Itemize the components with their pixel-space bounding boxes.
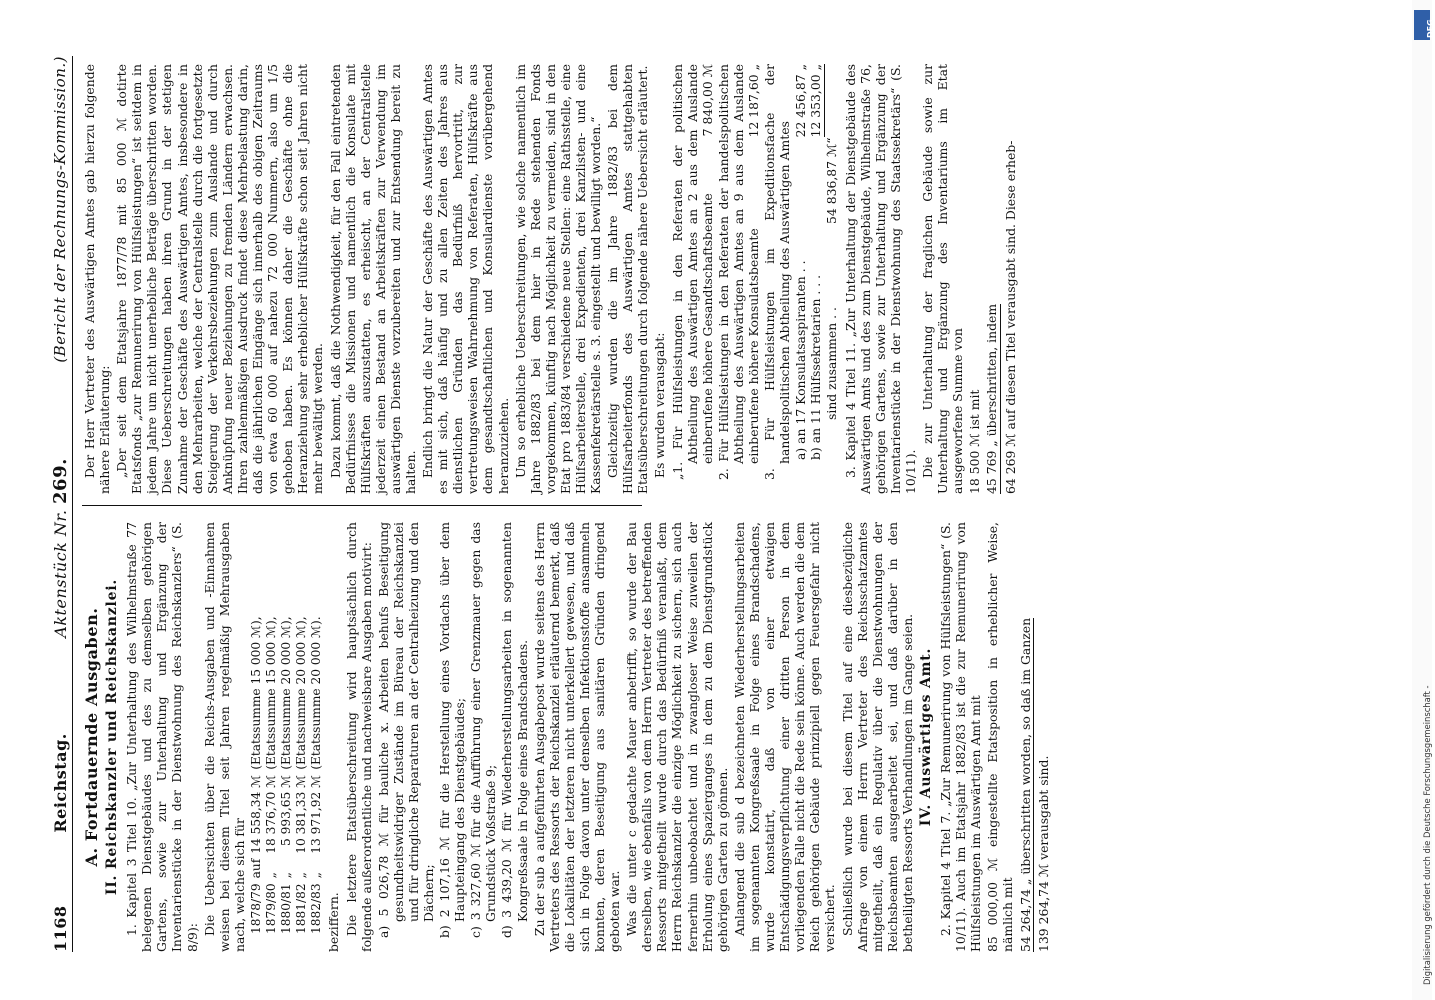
right-column bbox=[82, 64, 1020, 494]
paragraph: Was die unter c gedachte Mauer anbetrifft, so wurde der Bau derselben, wie ebenfalls von dem Herrn Vertreter des betreffenden Ressorts mitgetheilt wurde durch das Bedürfniß veranlaßt, dem Herrn Reichskanzler die einzige Möglichkeit zu sichern, sich auch fernerhin unbeobachtet und in zwangloser Weise zuweilen der Erholung eines Spazierganges in dem zu dem Dienstgrundstück gehörigen Garten zu gönnen. bbox=[624, 522, 730, 952]
header-rule bbox=[72, 56, 73, 952]
amounts-amount: 18 376,70 ℳ bbox=[264, 774, 279, 854]
amounts-note: (Etatssumme 20 000 ℳ), bbox=[294, 616, 309, 770]
paragraph: Um so erhebliche Ueberschreitungen, wie solche namentlich im Jahre 1882/83 bei dem hier in Rede stehenden Fonds vorgekommen, künftig nach Möglichkeit zu vermeiden, sind in den Etat pro 1883/84 verschiedene neue Stellen: eine Rathsstelle, eine Hülfsarbeiterstelle, drei Expedienten, drei Kanzlisten- und eine Kassenfekretärstelle s. 3. eingestellt und bewilligt worden.“ bbox=[512, 64, 604, 494]
amounts-amount: 5 993,65 ℳ bbox=[279, 774, 294, 846]
amounts-pre: „ bbox=[309, 872, 324, 879]
amounts-year: 1879/80 bbox=[264, 883, 279, 934]
paragraph: Gleichzeitig wurden die im Jahre 1882/83 bei dem Hülfsarbeiterfonds des Auswärtigen Amtes stattgehabten Etatsüberschreitungen durch folgende nähere Uebersicht erläutert. bbox=[605, 64, 651, 494]
paragraph bbox=[984, 64, 1000, 494]
paragraph: 2. Kapitel 4 Titel 7. „Zur Remunerirung von Hülfsleistungen“ (S. 10/11). Auch im Etatsjahr 1882/83 ist die zur Remunerirung von Hülfsleistungen im Auswärtigen Amt mit bbox=[938, 522, 984, 952]
sub-item bbox=[793, 64, 808, 460]
expenditure-list bbox=[670, 64, 839, 480]
paragraph: Schließlich wurde bei diesem Titel auf eine diesbezügliche Anfrage von einem Herrn Vertreter des Reichsschatzamtes mitgetheilt, daß ein Regulativ über die Dienstwohnungen der Reichsbeamten ausgearbeitet sei, und daß darüber in den betheiligten Ressorts Verhandlungen im Gange seien. bbox=[839, 522, 915, 952]
section-a-heading: A. Fortdauernde Ausgaben. bbox=[82, 607, 101, 867]
paragraph: 139 264,74 ℳ verausgabt sind. bbox=[1035, 755, 1051, 952]
list-item-text: 3. Für Hülfsleistungen im Expeditionsfache der handelspolitischen Abtheilung des Auswärtigen Amtes bbox=[762, 64, 793, 480]
paragraph: Die letztere Etatsüberschreitung wird hauptsächlich durch folgende außerordentliche und nachweisbare Ausgaben motivirt: bbox=[343, 522, 374, 952]
amounts-amount: 14 558,34 ℳ bbox=[248, 774, 263, 854]
amounts-pre: „ bbox=[264, 872, 279, 879]
paragraph: Die Uebersichten über die Reichs-Ausgaben und -Einnahmen weisen bei diesem Titel seit Jahren regelmäßig Mehrausgaben nach, welche sich für bbox=[201, 522, 247, 952]
amounts-pre: „ bbox=[279, 872, 294, 879]
paragraph: 18 500 ℳ ist mit bbox=[967, 389, 983, 494]
sub-item-amount: 22 456,87 „ bbox=[793, 64, 809, 138]
dfg-logo-text: DFG bbox=[1426, 19, 1435, 38]
section-ii-heading: II. Reichskanzler und Reichskanzlei. bbox=[104, 578, 121, 896]
digitization-note: Digitalisierung gefördert durch die Deutsche Forschungsgemeinschaft - bbox=[1422, 685, 1432, 985]
sub-item-text: a) an 17 Konsulatsaspiranten . . bbox=[793, 260, 809, 460]
list-item: d) 3 439,20 ℳ für Wiederherstellungsarbeiten in sogenannten Kongreßsaale in Folge eines Brandschadens. bbox=[499, 522, 530, 938]
section-iv-heading: IV. Auswärtiges Amt. bbox=[917, 647, 934, 827]
list-item-text: „1. Für Hülfsleistungen in den Referaten der politischen Abtheilung des Auswärtigen Amtes an 2 aus dem Auslande einberufene höhere Gesandtschaftsbeamte bbox=[669, 64, 715, 480]
paragraph bbox=[1018, 522, 1034, 952]
amounts-amount: 13 971,92 ℳ bbox=[309, 774, 324, 854]
amounts-amount: 10 381,33 ℳ bbox=[294, 774, 309, 854]
amounts-row bbox=[309, 611, 324, 934]
amounts-row bbox=[249, 611, 264, 934]
list-item: b) 2 107,16 ℳ für die Herstellung eines Vordachs über dem Haupteingang des Dienstgebäudes; bbox=[437, 522, 468, 938]
amounts-row bbox=[279, 611, 294, 934]
amounts-note: (Etatssumme 15 000 ℳ), bbox=[248, 616, 263, 770]
list-item-text: 2. Für Hülfsleistungen in den Referaten der handelspolitischen Abtheilung des Auswärtigen Amtes an 9 aus dem Auslande einberufene höhere Konsulatsbeamte bbox=[715, 64, 762, 480]
list-item bbox=[762, 64, 792, 480]
list-item bbox=[716, 64, 761, 480]
paragraph: 1. Kapitel 3 Titel 10. „Zur Unterhaltung des Wilhelmstraße 77 belegenen Dienstgebäudes und des zu demselben gehörigen Gartens, sowie zur Unterhaltung und Ergänzung der Inventarienstücke in der Dienstwohnung des Reichskanzlers“ (S. 8/9): bbox=[124, 522, 200, 952]
sub-item bbox=[808, 64, 823, 460]
list-item-amount: 12 187,60 „ bbox=[746, 64, 762, 138]
amounts-pre: „ bbox=[294, 872, 309, 879]
overrun-line: 54 264,74 „ überschritten worden, so daß im Ganzen bbox=[1017, 617, 1033, 952]
dfg-logo bbox=[1414, 10, 1435, 40]
document-number: 269. bbox=[49, 458, 71, 504]
list-item-amount: 7 840,00 ℳ bbox=[699, 64, 715, 137]
amounts-note: (Etatssumme 20 000 ℳ), bbox=[279, 616, 294, 770]
paragraph: Der Herr Vertreter des Auswärtigen Amtes gab hierzu folgende nähere Erläuterung: bbox=[82, 64, 113, 494]
header-center-prefix: Aktenstück Nr. bbox=[50, 509, 70, 638]
sum-line bbox=[824, 64, 839, 420]
sum-amount: 54 836,87 ℳ“ bbox=[823, 137, 839, 225]
paragraph: Anlangend die sub d bezeichneten Wiederherstellungsarbeiten im sogenannten Kongreßsaale in Folge eines Brandschadens, wurde konstatirt, daß von einer etwaigen Entschädigungsverpflichtung einer dritten Person in dem vorliegenden Falle nicht die Rede sein könne. Auch werden die dem Reich gehörigen Gebäude prinzipiell gegen Feuersgefahr nicht versichert. bbox=[731, 522, 838, 952]
sub-item-amount: 12 353,00 „ bbox=[808, 64, 824, 138]
expense-list bbox=[376, 522, 530, 938]
paragraph: Die zur Unterhaltung der fraglichen Gebäude sowie zur Unterhaltung und Ergänzung des Inventariums im Etat ausgeworfene Summe von bbox=[920, 64, 966, 494]
header-center bbox=[49, 458, 71, 638]
sub-item-text: b) an 11 Hülfssekretarien . . . bbox=[808, 274, 824, 460]
header-right-title: (Bericht der Rechnungs-Kommission.) bbox=[50, 56, 69, 363]
list-item: a) 5 026,78 ℳ für bauliche x. Arbeiten behufs Beseitigung gesundheitswidriger Zustände im Büreau der Reichskanzlei und für dringliche Reparaturen an der Centralheizung und den Dächern; bbox=[375, 522, 436, 938]
paragraph: Endlich bringt die Natur der Geschäfte des Auswärtigen Amtes es mit sich, daß häufig und zu allen Zeiten des Jahres aus dienstlichen Gründen das Bedürfniß hervortritt, zur vertretungsweisen Wahrnehmung von Referaten, Hülfskräfte aus dem gesandtschaftlichen und Konsulardienste vorübergehend heranzuziehen. bbox=[420, 64, 511, 494]
amounts-row bbox=[264, 611, 279, 934]
paragraph: beziffern. bbox=[326, 892, 342, 952]
sum-label: sind zusammen . . bbox=[823, 307, 839, 420]
amounts-year: 1881/82 bbox=[294, 883, 309, 934]
amounts-pre: auf bbox=[248, 858, 263, 879]
amounts-table bbox=[249, 611, 324, 934]
list-item: c) 3 327,60 ℳ für die Aufführung einer Grenzmauer gegen das Grundstück Voßstraße 9; bbox=[468, 522, 499, 938]
paragraph: „Der seit dem Etatsjahre 1877/78 mit 85 000 ℳ dotirte Etatsfonds „zur Remunerirung von Hülfsleistungen“ ist seitdem in jedem Jahre um nicht unerhebliche Beträge überschritten worden. Diese Ueberschreitungen haben ihren Grund in der stetigen Zunahme der Geschäfte des Auswärtigen Amtes, insbesondere in den Mehrarbeiten, welche der Centralstelle durch die fortgesetzte Steigerung der Verkehrsbeziehungen zum Auslande und durch Anknüpfung neuer Beziehungen zu fremden Ländern erwachsen. Ihren zahlenmäßigen Ausdruck findet diese Mehrbelastung darin, daß die jährlichen Eingänge sich innerhalb des obigen Zeitraums von etwa 60 000 auf nahezu 72 000 Nummern, also um 1/5 gehoben haben. Es können daher die Geschäfte ohne die Heranziehung sehr erheblicher Hülfskräfte schon seit Jahren nicht mehr bewältigt werden. bbox=[114, 64, 326, 494]
paragraph: Dazu kommt, daß die Nothwendigkeit, für den Fall eintretenden Bedürfnisses die Missionen und namentlich die Konsulate mit Hülfskräften auszustatten, es erheischt, an der Centralstelle jederzeit einen Bestand an Arbeitskräften zur Verwendung im auswärtigen Dienste vorzubereiten und zur Entsendung bereit zu halten. bbox=[327, 64, 418, 494]
column-divider bbox=[82, 505, 642, 506]
amounts-year: 1878/79 bbox=[248, 883, 263, 934]
page-number: 1168 bbox=[50, 905, 70, 952]
paragraph: Zu der sub a aufgeführten Ausgabepost wurde seitens des Herrn Vertreters des Ressorts der Reichskanzlei erläuternd bemerkt, daß die Lokalitäten der letzteren nicht unterkellert gewesen, und daß sich in Folge davon unter denselben Infektionsstoffe ansammeln konnten, deren Beseitigung aus sanitären Gründen dringend geboten war. bbox=[531, 522, 623, 952]
amounts-note: (Etatssumme 20 000 ℳ). bbox=[309, 616, 324, 770]
paragraph: 3. Kapitel 4 Titel 11. „Zur Unterhaltung der Dienstgebäude des Auswärtigen Amts und des zum Dienstgebäude, Wilhelmstraße 76, gehörigen Gartens, sowie zur Unterhaltung und Ergänzung der Inventarienstücke in der Dienstwohnung des Staatssekretärs“ (S. 10/11). bbox=[842, 64, 918, 494]
amounts-year: 1882/83 bbox=[309, 883, 324, 934]
paragraph: 64 269 ℳ auf diesen Titel verausgabt sind. Diese erheb- bbox=[1002, 140, 1018, 494]
list-item bbox=[670, 64, 715, 480]
amounts-year: 1880/81 bbox=[279, 883, 294, 934]
header-left-title: Reichstag. bbox=[50, 733, 70, 833]
page-header bbox=[42, 56, 71, 952]
overrun-line: 45 769 „ überschritten, indem bbox=[984, 303, 1000, 494]
header-left bbox=[50, 733, 70, 952]
paragraph: 85 000,00 ℳ eingestellte Etatsposition in erheblicher Weise, nämlich mit bbox=[985, 522, 1016, 952]
left-column bbox=[82, 522, 1053, 952]
paragraph: Es wurden verausgabt: bbox=[652, 332, 668, 478]
amounts-row bbox=[294, 611, 309, 934]
amounts-note: (Etatssumme 15 000 ℳ), bbox=[264, 616, 279, 770]
